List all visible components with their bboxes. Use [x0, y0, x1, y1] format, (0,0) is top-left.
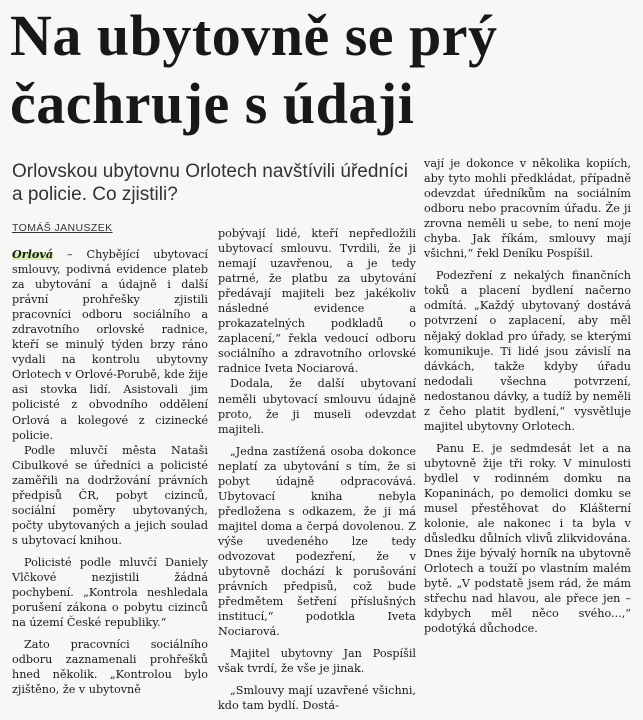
headline-line-1: Na ubytovně se prý	[10, 3, 498, 68]
paragraph	[12, 247, 208, 443]
paragraph: Podezření z nekalých finančních toků a placení bydlení načerno odmítá. „Každý ubytovaný dostává potvrzení o zaplacení, aby měl nějaký doklad pro úřady, se kterými komunikuje. Ti lidé jsou závislí na dávkách, takže kdyby úřadu nedodali všechna potvrzení, nedostanou dávky, a tudíž by neměli z čeho platit bydlení,“ vysvětluje majitel ubytovny Orlotech.	[424, 269, 631, 433]
paragraph: Majitel ubytovny Jan Pospíšil však tvrdí, že vše je jinak.	[218, 647, 416, 676]
paragraph: Policisté podle mluvčí Daniely Vlčkové nezjistili žádná pochybení. „Kontrola neshledala porušení zákona o pobytu cizinců na území České republiky.“	[12, 555, 208, 630]
headline	[10, 2, 635, 138]
headline-line-2: čachruje s údaji	[10, 71, 415, 136]
subtitle: Orlovskou ubytovnu Orlotech navštívili úředníci a policie. Co zjistili?	[12, 161, 409, 205]
paragraph: Panu E. je sedmdesát let a na ubytovně žije tři roky. V minulosti bydlel v rodinném domku na Kopaninách, po demolici domku se musel přestěhovat do Klášterní kolonie, ale nakonec i ta byla v důsledku důlních vlivů zlikvidována. Dnes žije bývalý horník na ubytovně Orlotech a touží po vlastním malém bytě. „V podstatě jsem rád, že mám střechu nad hlavou, ale přece jen – kdybych měl něco svého...,“ podotýká důchodce.	[424, 441, 631, 636]
paragraph: „Smlouvy mají uzavřené všichni, kdo tam bydlí. Dostá-	[218, 684, 416, 713]
paragraph: Zato pracovníci sociálního odboru zaznamenali prohřešků hned několik. „Kontrolou bylo zjištěno, že v ubytovně	[12, 638, 208, 697]
paragraph: Dodala, že další ubytovaní neměli ubytovací smlouvu údajně proto, že ji museli odevzdat majiteli.	[218, 377, 416, 436]
paragraph-text: – Chybějící ubytovací smlouvy, podivná evidence plateb za ubytování a údajně i další právní prohřešky zjistili pracovníci odboru sociálního a zdravotního orlovské radnice, kteří se minulý týden brzy ráno vydali na kontrolu ubytovny Orlotech v Orlové-Porubě, kde žije asi stovka lidí. Asistovali jim policisté z obvodního oddělení Orlová a kolegové z cizinecké policie.	[12, 248, 208, 442]
article-column-2	[218, 226, 416, 713]
paragraph: pobývají lidé, kteří nepředložili ubytovací smlouvu. Tvrdili, že ji nemají uzavřenou, a je tedy patrné, že platbu za ubytování předávají majiteli bez jakékoliv následné evidence a prokazatelných podkladů o zaplacení,“ řekla vedoucí odboru sociálního a zdravotního orlovské radnice Iveta Nociarová.	[218, 227, 416, 376]
article-column-1	[12, 247, 208, 697]
paragraph: „Jedna zastížená osoba dokonce neplatí za ubytování s tím, že si pobyt údajně odpracovává. Ubytovací kniha nebyla předložena s odkazem, že ji má majitel doma a čerpá dovolenou. Z výše uvedeného lze tedy odvozovat podezření, že v ubytovně dochází k porušování právních předpisů, což bude předmětem šetření příslušných institucí,“ podotkla Iveta Nociarová.	[218, 444, 416, 639]
article-column-3	[424, 156, 631, 636]
paragraph: Podle mluvčí města Nataši Cibulkové se úředníci a policisté zaměřili na dodržování právních předpisů ČR, pobyt cizinců, sociální poměry ubytovaných, počty ubytovaných a jejich soulad s ubytovací knihou.	[12, 443, 208, 547]
dateline: Orlová	[12, 247, 54, 261]
paragraph: vají je dokonce v několika kopiích, aby tyto mohli předkládat, případně odevzdat úředníkům na sociálním odboru nebo pracovním úřadu. Že ji zrovna neměli u sebe, to není moje chyba. Jak říkám, smlouvy mají všichni,“ řekl Deníku Pospíšil.	[424, 157, 631, 261]
author-byline: TOMÁŠ JANUSZEK	[12, 222, 113, 234]
